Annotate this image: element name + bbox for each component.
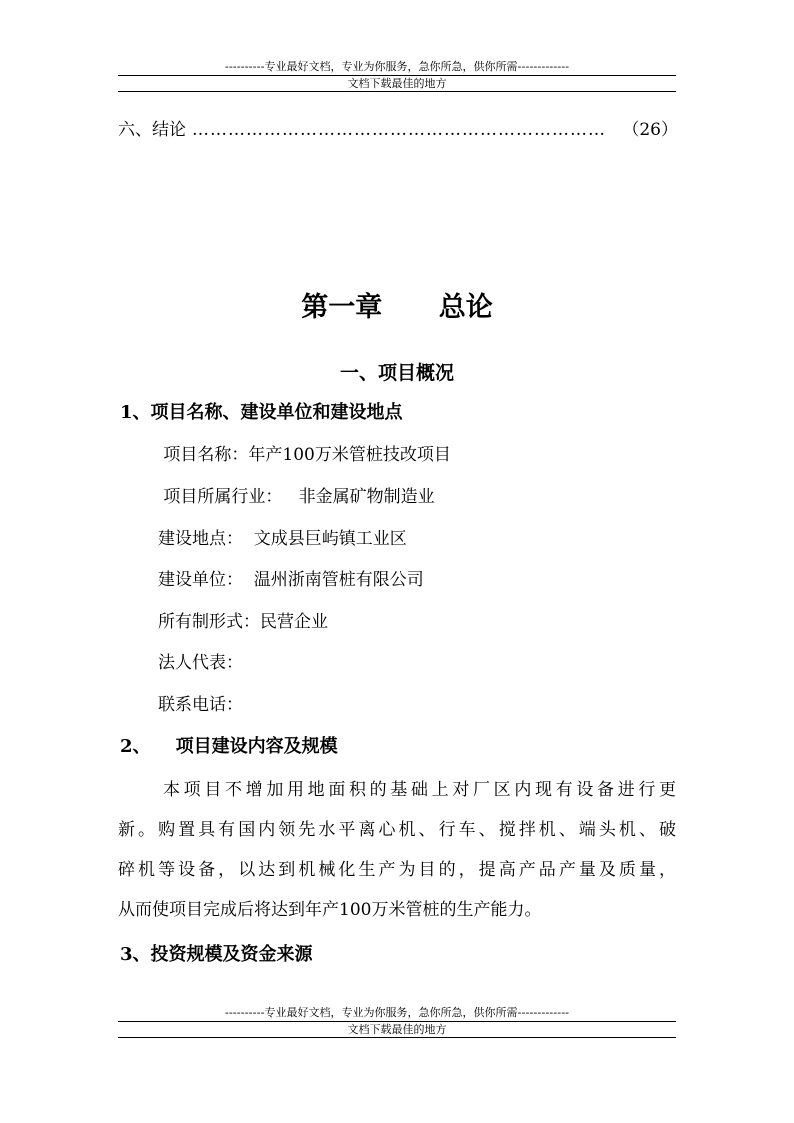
content-scale-paragraph xyxy=(118,770,676,930)
toc-entry-title: 六、结论 xyxy=(118,120,186,140)
page-footer-banner xyxy=(118,1006,676,1038)
info-row-project-name: 项目名称：年产100万米管桩技改项目 xyxy=(158,445,451,465)
footer-tagline: ----------专业最好文档，专业为你服务，急你所急，供你所需------------- xyxy=(224,1006,570,1019)
info-row-legal-rep: 法人代表： xyxy=(158,653,243,673)
header-tagline: ----------专业最好文档，专业为你服务，急你所急，供你所需------------- xyxy=(224,60,570,73)
info-row-ownership: 所有制形式：民营企业 xyxy=(158,612,328,632)
info-row-location: 建设地点： 文成县巨屿镇工业区 xyxy=(158,529,407,549)
paragraph-line: 新。购置具有国内领先水平离心机、行车、搅拌机、端头机、破 xyxy=(118,820,676,840)
page-header-banner xyxy=(118,60,676,92)
subheading-content-scale: 2、 项目建设内容及规模 xyxy=(120,736,338,757)
paragraph-line: 本项目不增加用地面积的基础上对厂区内现有设备进行更 xyxy=(163,780,676,800)
paragraph-line: 从而使项目完成后将达到年产100万米管桩的生产能力。 xyxy=(118,900,542,920)
chapter-title: 第一章 总论 xyxy=(301,292,493,323)
footer-subline: 文档下载最佳的地方 xyxy=(347,1023,447,1036)
toc-entry-page: （26） xyxy=(622,120,678,140)
toc-entry-conclusion xyxy=(118,116,678,144)
subheading-project-name: 1、项目名称、建设单位和建设地点 xyxy=(120,402,403,423)
info-row-phone: 联系电话： xyxy=(158,695,243,715)
paragraph-line: 碎机等设备，以达到机械化生产为目的，提高产品产量及质量， xyxy=(118,860,676,880)
header-subline: 文档下载最佳的地方 xyxy=(347,77,447,90)
info-row-unit: 建设单位： 温州浙南管桩有限公司 xyxy=(158,570,424,590)
header-divider-bottom xyxy=(118,91,676,92)
subheading-investment: 3、投资规模及资金来源 xyxy=(120,944,313,965)
section-heading-overview: 一、项目概况 xyxy=(339,362,454,384)
toc-leader-dots: …………………………………………………………… xyxy=(192,120,606,140)
footer-divider-bottom xyxy=(118,1037,676,1038)
info-row-industry: 项目所属行业： 非金属矿物制造业 xyxy=(158,487,435,507)
